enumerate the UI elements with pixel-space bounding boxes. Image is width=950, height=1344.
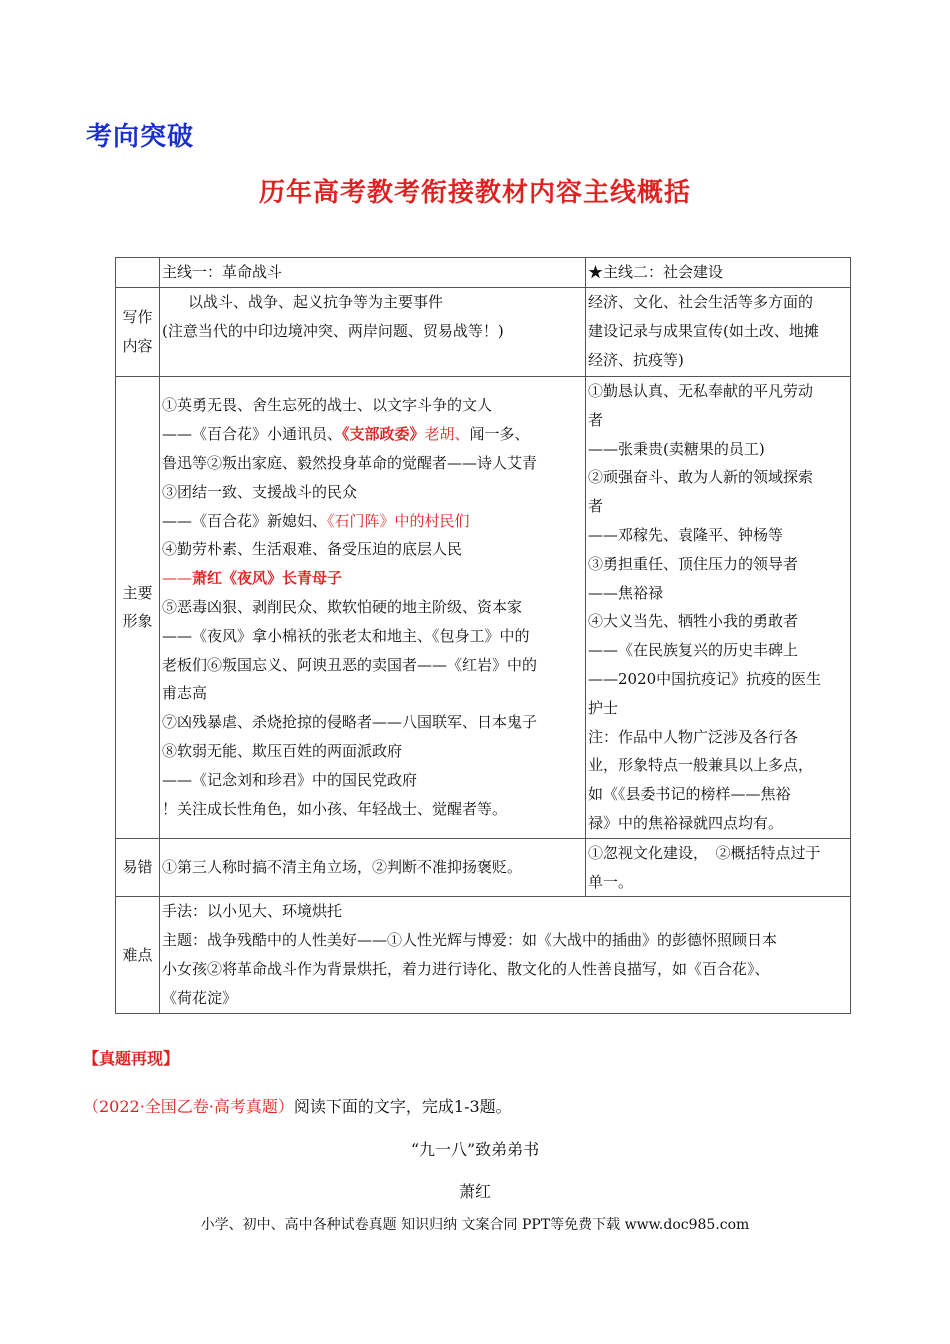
document-title: 历年高考教考衔接教材内容主线概括 (258, 178, 691, 208)
image-line: ⑦凶残暴虐、杀烧抢掠的侵略者——八国联军、日本鬼子 (162, 713, 538, 732)
image-line: ②顽强奋斗、敢为人新的领域探索 (588, 468, 814, 487)
writing-content-mainline-one (160, 288, 586, 377)
error-line: ①第三人称时搞不清主角立场，②判断不准抑扬褒贬。 (162, 858, 523, 877)
difficulty-line: 手法：以小见大、环境烘托 (162, 902, 343, 921)
image-line: ①英勇无畏、舍生忘死的战士、以文字斗争的文人 (162, 396, 493, 415)
main-image-mainline-one (160, 377, 586, 839)
exam-source-line (83, 1094, 512, 1117)
article-author: 萧红 (458, 1182, 491, 1201)
image-line: ③勇担重任、顶住压力的领导者 (588, 554, 799, 573)
main-image-row (116, 377, 851, 839)
main-image-mainline-two (586, 377, 851, 839)
writing-line: (注意当代的中印边境冲突、两岸问题、贸易战等！) (162, 321, 504, 340)
image-line: 业，形象特点一般兼具以上多点， (588, 756, 814, 775)
error-row (116, 838, 851, 897)
writing-content-mainline-two (586, 288, 851, 377)
image-line: ——2020中国抗疫记》抗疫的医生 (588, 669, 822, 688)
image-line: ⑤恶毒凶狠、剥削民众、欺软怕硬的地主阶级、资本家 (162, 597, 523, 616)
image-line: 注：作品中人物广泛涉及各行各 (588, 727, 799, 746)
image-line: 甫志高 (162, 684, 208, 703)
image-line: 者 (588, 410, 604, 429)
image-line: 护士 (588, 698, 619, 717)
difficulty-label: 难点 (116, 897, 160, 1013)
writing-line: 以战斗、战争、起义抗争等为主要事件 (188, 293, 444, 311)
image-line: ⑧软弱无能、欺压百姓的两面派政府 (162, 741, 403, 760)
image-line: ④大义当先、牺牲小我的勇敢者 (588, 612, 799, 631)
writing-content-label: 写作内容 (116, 288, 160, 377)
error-line: ①忽视文化建设， ②概括特点过于 (588, 843, 821, 862)
image-line: ——《百合花》新媳妇、《石门阵》中的村民们 (162, 511, 470, 530)
image-line: ——焦裕禄 (588, 583, 664, 602)
error-mainline-two (586, 838, 851, 897)
image-line: ——邓稼先、袁隆平、钟杨等 (588, 525, 784, 544)
header-mainline-two: ★主线二：社会建设 (586, 258, 851, 288)
difficulty-content (160, 897, 851, 1013)
image-line: 禄》中的焦裕禄就四点均有。 (588, 813, 784, 832)
page-footer: 小学、初中、高中各种试卷真题 知识归纳 文案合同 PPT等免费下载 www.doc985.com (200, 1217, 750, 1233)
image-line: ——《在民族复兴的历史丰碑上 (588, 641, 799, 660)
image-line: ——《记念刘和珍君》中的国民党政府 (162, 770, 418, 789)
image-line: ③团结一致、支援战斗的民众 (162, 482, 358, 501)
writing-content-row (116, 288, 851, 377)
image-line: 者 (588, 497, 604, 516)
error-mainline-one (160, 838, 586, 897)
image-line: 如《《县委书记的榜样——焦裕 (588, 785, 791, 804)
outline-table (115, 257, 851, 1014)
image-line: ！关注成长性角色，如小孩、年轻战士、觉醒者等。 (162, 799, 508, 818)
image-line: ——萧红《夜风》长青母子 (162, 569, 343, 588)
image-line: ——《夜风》拿小棉袄的张老太和地主、《包身工》中的 (162, 626, 530, 645)
exam-instruction: 阅读下面的文字，完成1-3题。 (293, 1097, 512, 1116)
header-empty-cell (116, 258, 160, 288)
table-header-row (116, 258, 851, 288)
header-mainline-one: 主线一：革命战斗 (160, 258, 586, 288)
section-heading: 考向突破 (86, 122, 195, 152)
writing-line: 建设记录与成果宣传(如土改、地摊 (588, 321, 819, 340)
difficulty-line: 《荷花淀》 (162, 988, 238, 1007)
difficulty-line: 主题：战争残酷中的人性美好——①人性光辉与博爱：如《大战中的插曲》的彭德怀照顾日本 (162, 931, 778, 950)
error-line: 单一。 (588, 872, 634, 891)
difficulty-line: 小女孩②将革命战斗作为背景烘托，着力进行诗化、散文化的人性善良描写，如《百合花》、 (162, 959, 770, 978)
exam-source-tag: （2022·全国乙卷·高考真题） (83, 1097, 294, 1116)
image-line: ——张秉贵(卖糖果的员工) (588, 439, 765, 458)
difficulty-row (116, 897, 851, 1013)
real-exam-heading: 【真题再现】 (83, 1049, 180, 1068)
writing-line: 经济、抗疫等) (588, 350, 684, 369)
error-label: 易错 (116, 838, 160, 897)
image-line: 老板们⑥叛国忘义、阿谀丑恶的卖国者——《红岩》中的 (162, 655, 538, 674)
article-title: “九一八”致弟弟书 (410, 1140, 540, 1159)
image-line: ——《百合花》小通讯员、《支部政委》老胡、闻一多、 (162, 425, 530, 444)
writing-line: 经济、文化、社会生活等多方面的 (588, 293, 814, 311)
image-line: ④勤劳朴素、生活艰难、备受压迫的底层人民 (162, 540, 463, 559)
image-line: 鲁迅等②叛出家庭、毅然投身革命的觉醒者——诗人艾青 (162, 453, 538, 472)
image-line: ①勤恳认真、无私奉献的平凡劳动 (588, 382, 814, 400)
main-image-label: 主要形象 (116, 377, 160, 839)
